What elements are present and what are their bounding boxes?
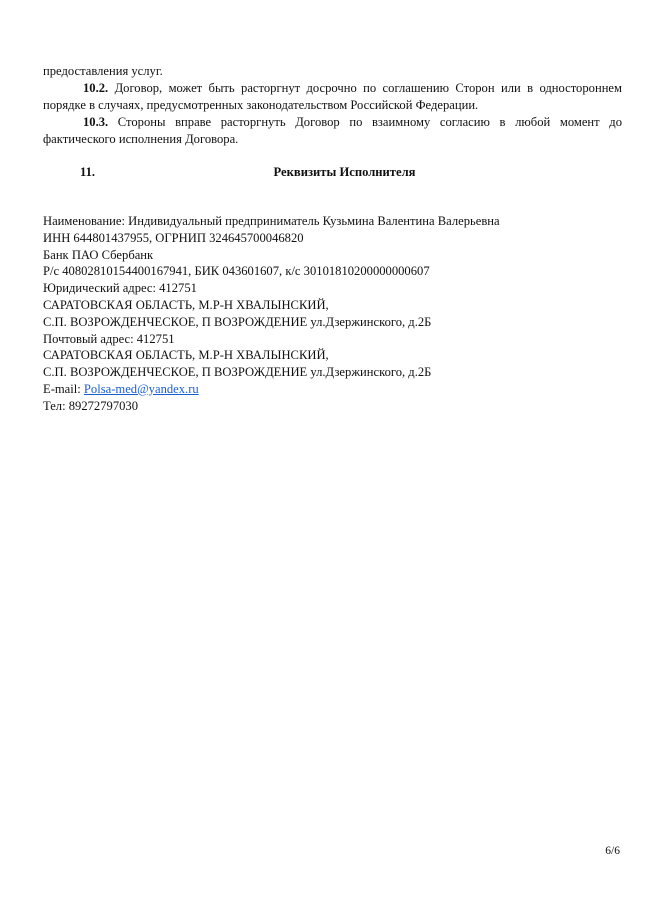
email-link[interactable]: Polsa-med@yandex.ru [83,381,199,396]
postal-address-label: Почтовый адрес: 412751 [43,331,175,346]
clause-text-10-2: Договор, может быть расторгнут досрочно по соглашению Сторон или в одностороннем порядке в случаях, предусмотренных законодательством Российской Федерации. [43,81,622,112]
section-title: Реквизиты Исполнителя [273,165,416,179]
bank-name: Банк ПАО Сбербанк [43,247,154,262]
postal-address-line1: САРАТОВСКАЯ ОБЛАСТЬ, М.Р-Н ХВАЛЫНСКИЙ, [43,348,329,363]
contractor-name: Наименование: Индивидуальный предприниматель Кузьмина Валентина Валерьевна [43,214,500,228]
paragraph-continuation: предоставления услуг. [43,64,163,78]
email-label: E-mail: [43,381,84,396]
paragraph-10-3 [43,114,622,148]
clause-number-10-3: 10.3. [83,115,109,129]
page-number: 6/6 [605,845,620,857]
bank-accounts: Р/с 40802810154400167941, БИК 043601607, к/с 30101810200000000607 [43,264,430,279]
legal-address-label: Юридический адрес: 412751 [43,281,197,296]
email-row [43,381,622,398]
document-body [43,63,622,415]
clause-number-10-2: 10.2. [83,81,109,95]
legal-address-line2: С.П. ВОЗРОЖДЕНЧЕСКОЕ, П ВОЗРОЖДЕНИЕ ул.Дзержинского, д.2Б [43,314,432,329]
section-number: 11. [80,165,96,179]
contractor-requisites [43,213,622,415]
clause-text-10-3: Стороны вправе расторгнуть Договор по взаимному согласию в любой момент до фактического исполнения Договора. [43,115,622,146]
phone: Тел: 89272797030 [43,398,139,413]
inn-ogrnip: ИНН 644801437955, ОГРНИП 324645700046820 [43,230,304,245]
postal-address-line2: С.П. ВОЗРОЖДЕНЧЕСКОЕ, П ВОЗРОЖДЕНИЕ ул.Дзержинского, д.2Б [43,365,432,380]
legal-address-line1: САРАТОВСКАЯ ОБЛАСТЬ, М.Р-Н ХВАЛЫНСКИЙ, [43,297,329,312]
section-heading-11 [43,165,622,183]
paragraph-10-2 [43,80,622,114]
